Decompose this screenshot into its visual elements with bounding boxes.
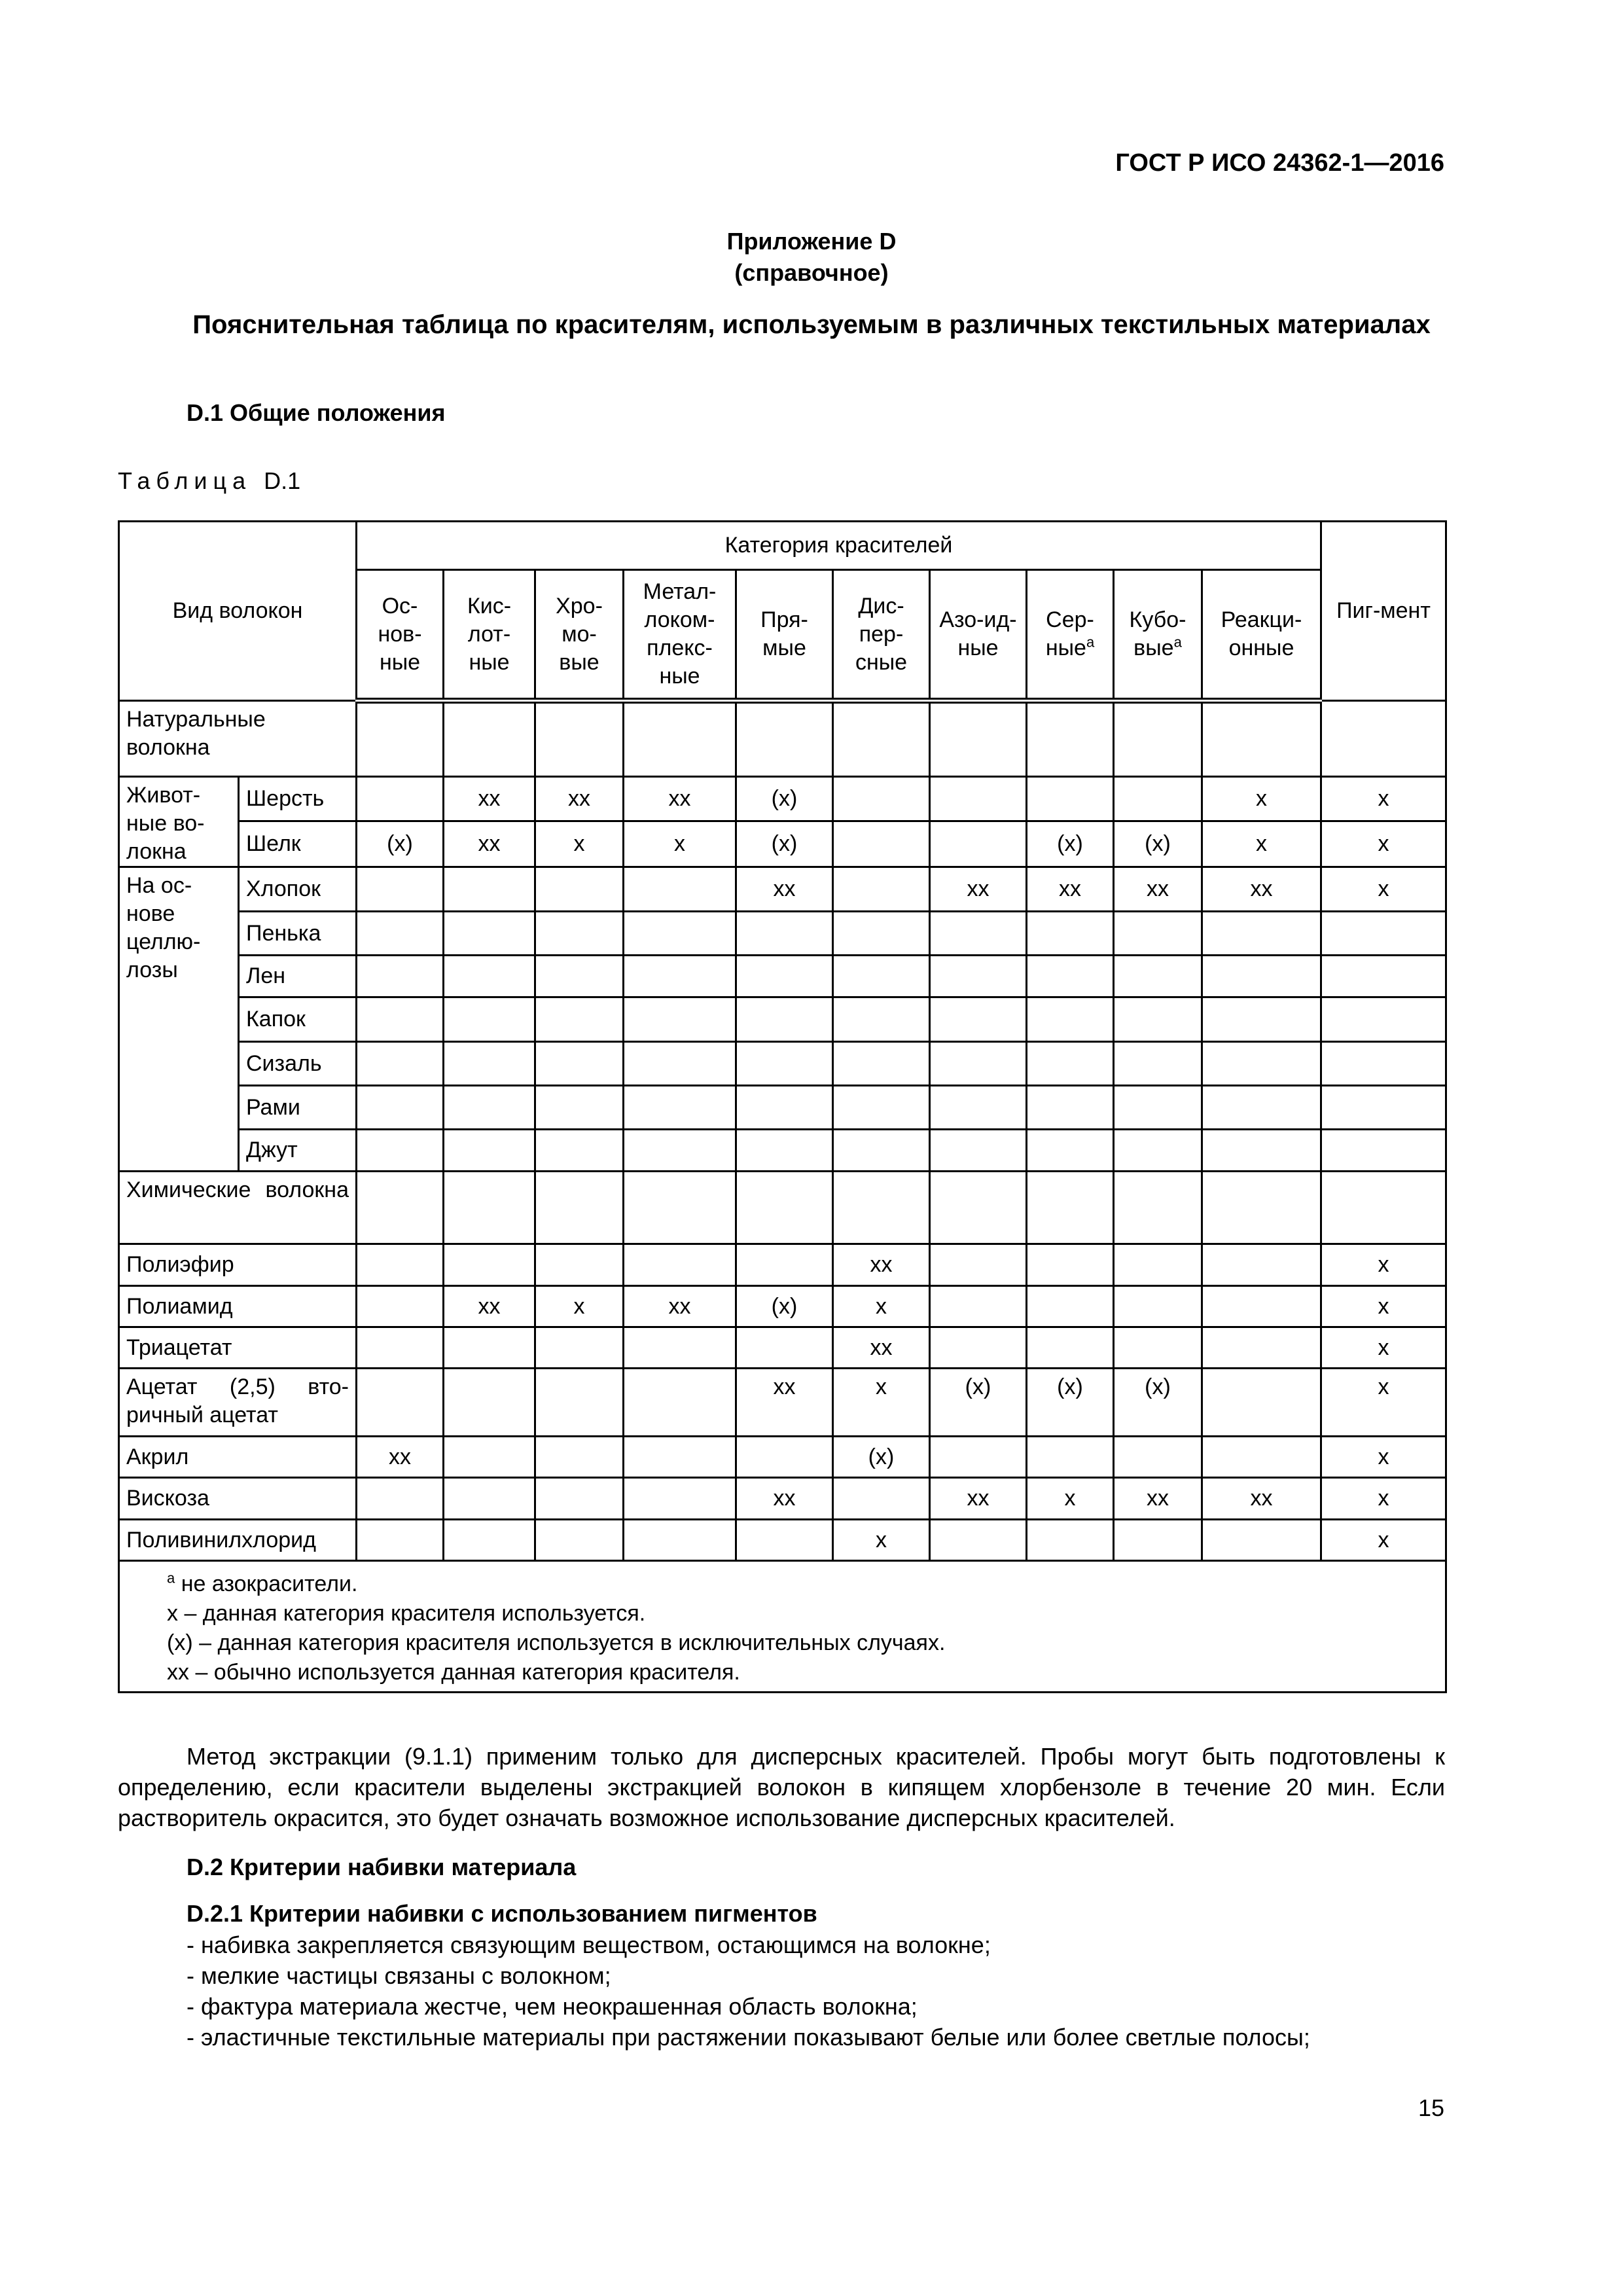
table-row: [119, 1172, 1446, 1244]
table-cell: [444, 867, 535, 912]
table-cell: [1027, 912, 1114, 956]
table-cell: [1202, 956, 1321, 997]
table-cell: [624, 1327, 736, 1369]
table-cell: [1321, 997, 1446, 1042]
table-cell: [357, 1369, 444, 1437]
table-cell: [357, 1286, 444, 1327]
table-cell: хх: [736, 1369, 833, 1437]
table-cell: [357, 1327, 444, 1369]
table-cell: [1321, 1042, 1446, 1086]
table-cell: [1114, 1086, 1202, 1130]
table-row: [119, 777, 1446, 821]
table-notes: [119, 1561, 1446, 1693]
table-cell: [1321, 912, 1446, 956]
col-acid-label: Кис-лот-ные: [467, 593, 512, 675]
table-cell: хх: [1202, 867, 1321, 912]
header-pigment-label: Пиг-мент: [1336, 598, 1431, 623]
table-cell: [1321, 1086, 1446, 1130]
table-cell: [444, 997, 535, 1042]
table-cell: [1202, 1520, 1321, 1561]
table-cell: [535, 1369, 624, 1437]
table-cell: х: [1321, 821, 1446, 867]
table-cell: [736, 1327, 833, 1369]
table-cell: [736, 956, 833, 997]
table-cell: [624, 1086, 736, 1130]
table-cell: [444, 1130, 535, 1172]
table-cell: [444, 1327, 535, 1369]
table-row: [119, 1086, 1446, 1130]
table-cell: [930, 1130, 1027, 1172]
table-cell: хх: [1027, 867, 1114, 912]
table-cell: [1202, 701, 1321, 777]
table-cell: [1114, 1327, 1202, 1369]
header-dye-category: Категория красителей: [357, 522, 1321, 570]
table-cell: [1114, 1130, 1202, 1172]
table-cell: [1202, 1086, 1321, 1130]
table-row: [119, 1369, 1446, 1437]
table-cell: х: [535, 1286, 624, 1327]
row-label-silk: Шелк: [239, 821, 357, 867]
table-cell: [1114, 1286, 1202, 1327]
table-cell: [624, 956, 736, 997]
table-cell: [1027, 701, 1114, 777]
table-cell: [535, 912, 624, 956]
table-cell: хх: [357, 1437, 444, 1478]
table-row: [119, 1244, 1446, 1286]
table-cell: [535, 867, 624, 912]
table-cell: [930, 777, 1027, 821]
table-cell: [357, 867, 444, 912]
table-cell: [833, 1478, 930, 1520]
table-cell: [833, 1172, 930, 1244]
table-cell: (х): [1114, 821, 1202, 867]
table-cell: [1202, 1042, 1321, 1086]
table-cell: х: [1321, 777, 1446, 821]
table-cell: [624, 1130, 736, 1172]
col-disperse: [833, 570, 930, 701]
col-azoic-label: Азо-ид-ные: [939, 607, 1017, 660]
table-cell: [357, 701, 444, 777]
table-cell: [930, 1437, 1027, 1478]
table-cell: [736, 1437, 833, 1478]
table-cell: [930, 997, 1027, 1042]
section-heading-d21: D.2.1 Критерии набивки с использованием пигментов: [187, 1900, 817, 1927]
table-cell: х: [1321, 1478, 1446, 1520]
table-cell: х: [535, 821, 624, 867]
table-cell: [624, 1437, 736, 1478]
table-cell: [357, 1130, 444, 1172]
table-cell: [1114, 701, 1202, 777]
table-cell: [357, 956, 444, 997]
table-cell: [930, 701, 1027, 777]
table-row: [119, 867, 1446, 912]
table-cell: [624, 1478, 736, 1520]
header-pigment: [1321, 522, 1446, 701]
table-cell: [624, 867, 736, 912]
table-cell: [1202, 1172, 1321, 1244]
table-cell: [357, 1244, 444, 1286]
table-cell: [1027, 1042, 1114, 1086]
table-cell: х: [1321, 1244, 1446, 1286]
row-label-viscose: Вискоза: [119, 1478, 357, 1520]
table-cell: [444, 956, 535, 997]
group-natural-fibers-label: Натуральные волокна: [126, 707, 266, 760]
list-item: - мелкие частицы связаны с волокном;: [187, 1962, 611, 1989]
table-row: [119, 1286, 1446, 1327]
table-cell: хх: [624, 777, 736, 821]
table-cell: [444, 1042, 535, 1086]
document-code: ГОСТ Р ИСО 24362-1—2016: [1115, 149, 1444, 177]
page-number: 15: [1418, 2094, 1444, 2121]
table-cell: [535, 1130, 624, 1172]
col-metal-complex: [624, 570, 736, 701]
table-cell: [833, 956, 930, 997]
table-cell: [357, 1042, 444, 1086]
note-a: [167, 1570, 1438, 1599]
table-cell: х: [1027, 1478, 1114, 1520]
table-cell: [736, 1130, 833, 1172]
table-cell: [444, 1369, 535, 1437]
note-a-text: не азокрасители.: [181, 1571, 358, 1596]
note-xx: хх – обычно используется данная категория красителя.: [167, 1660, 740, 1685]
table-cell: [535, 997, 624, 1042]
table-cell: (х): [357, 821, 444, 867]
table-cell: [736, 1172, 833, 1244]
table-cell: [1114, 956, 1202, 997]
footnote-mark: a: [1173, 634, 1182, 651]
table-cell: [1321, 956, 1446, 997]
table-cell: [357, 1086, 444, 1130]
table-cell: (х): [1027, 821, 1114, 867]
table-cell: [444, 1244, 535, 1286]
table-cell: [357, 912, 444, 956]
table-cell: [930, 1327, 1027, 1369]
table-cell: [1321, 1130, 1446, 1172]
table-cell: [1321, 1172, 1446, 1244]
table-cell: [535, 1042, 624, 1086]
table-cell: [535, 1327, 624, 1369]
table-cell: [535, 1437, 624, 1478]
table-cell: [624, 1520, 736, 1561]
table-cell: [1027, 997, 1114, 1042]
table-cell: х: [1202, 821, 1321, 867]
table-cell: [1202, 1327, 1321, 1369]
col-basic: [357, 570, 444, 701]
table-caption-word: Таблица: [118, 467, 252, 494]
table-cell: [1027, 1327, 1114, 1369]
table-cell: [736, 1042, 833, 1086]
table-cell: [535, 1478, 624, 1520]
table-cell: (х): [736, 777, 833, 821]
col-chrome-label: Хро-мо-вые: [556, 593, 603, 675]
table-cell: [624, 1244, 736, 1286]
table-cell: [357, 1172, 444, 1244]
col-acid: [444, 570, 535, 701]
table-cell: [444, 1086, 535, 1130]
table-notes-row: [119, 1561, 1446, 1693]
table-cell: [930, 1172, 1027, 1244]
table-cell: [357, 997, 444, 1042]
table-cell: (х): [1114, 1369, 1202, 1437]
table-cell: [1114, 1437, 1202, 1478]
table-cell: [930, 1042, 1027, 1086]
list-item: - набивка закрепляется связующим веществом, остающимся на волокне;: [187, 1931, 991, 1958]
note-x: х – данная категория красителя используется.: [167, 1601, 646, 1626]
table-cell: [833, 777, 930, 821]
table-cell: [736, 1086, 833, 1130]
table-cell: [444, 1172, 535, 1244]
annex-label: Приложение D: [726, 228, 897, 255]
table-cell: [624, 1369, 736, 1437]
document-title: Пояснительная таблица по красителям, используемым в различных текстильных материалах: [192, 310, 1431, 339]
table-cell: [833, 997, 930, 1042]
list-item: - эластичные текстильные материалы при растяжении показывают белые или более светлые полосы;: [187, 2024, 1310, 2051]
table-cell: х: [624, 821, 736, 867]
table-cell: [1027, 1172, 1114, 1244]
table-cell: [535, 1172, 624, 1244]
table-caption: [118, 467, 300, 495]
note-px: (х) – данная категория красителя используется в исключительных случаях.: [167, 1630, 946, 1655]
table-cell: хх: [444, 1286, 535, 1327]
extraction-paragraph: Метод экстракции (9.1.1) применим только для дисперсных красителей. Пробы могут быть подготовлены к определению, если красители выделены экстракцией волокон в кипящем хлорбензоле в течение 20 мин. Если растворитель окрасится, это будет означать возможное использование дисперсных красителей.: [118, 1743, 1445, 1831]
table-cell: [624, 701, 736, 777]
table-cell: х: [833, 1369, 930, 1437]
table-cell: [833, 821, 930, 867]
table-cell: [1114, 912, 1202, 956]
table-row: [119, 997, 1446, 1042]
table-cell: [930, 1086, 1027, 1130]
list-item: - фактура материала жестче, чем неокрашенная область волокна;: [187, 1993, 918, 2020]
table-row: [119, 1520, 1446, 1561]
group-cellulose-fibers: На ос-нове целлю-лозы: [119, 867, 239, 1172]
header-fiber-type: Вид волокон: [119, 522, 357, 701]
table-cell: хх: [444, 821, 535, 867]
table-cell: хх: [535, 777, 624, 821]
col-vat: [1114, 570, 1202, 701]
table-cell: [535, 1520, 624, 1561]
table-row: [119, 1327, 1446, 1369]
table-cell: [930, 1520, 1027, 1561]
table-cell: х: [1321, 1520, 1446, 1561]
table-row: [119, 1130, 1446, 1172]
table-cell: х: [1321, 1327, 1446, 1369]
table-cell: [357, 1520, 444, 1561]
table-cell: хх: [624, 1286, 736, 1327]
table-cell: (х): [1027, 1369, 1114, 1437]
table-cell: [444, 1478, 535, 1520]
col-metal-complex-label: Метал-локом-плекс-ные: [643, 579, 717, 689]
table-caption-number: D.1: [264, 467, 301, 494]
group-chemical-fibers-label: Химические волокна: [126, 1177, 349, 1202]
table-cell: [624, 1042, 736, 1086]
table-cell: [930, 1244, 1027, 1286]
table-cell: [1027, 777, 1114, 821]
table-cell: [444, 701, 535, 777]
table-row: [119, 1478, 1446, 1520]
table-cell: (х): [736, 1286, 833, 1327]
table-cell: хх: [736, 867, 833, 912]
table-cell: [1202, 997, 1321, 1042]
row-label-ramie: Рами: [239, 1086, 357, 1130]
table-cell: [1202, 1369, 1321, 1437]
row-label-triacetate: Триацетат: [119, 1327, 357, 1369]
annex-type: (справочное): [734, 259, 889, 286]
col-reactive: [1202, 570, 1321, 701]
dye-table: [118, 520, 1447, 1693]
table-cell: [1027, 1130, 1114, 1172]
table-cell: х: [1202, 777, 1321, 821]
table-cell: [535, 956, 624, 997]
table-cell: [930, 821, 1027, 867]
note-a-mark: а: [167, 1570, 175, 1587]
table-cell: [1114, 1520, 1202, 1561]
table-cell: [1027, 1520, 1114, 1561]
section-heading-d2: D.2 Критерии набивки материала: [187, 1854, 577, 1880]
table-cell: [624, 912, 736, 956]
table-cell: (х): [930, 1369, 1027, 1437]
table-cell: [833, 701, 930, 777]
col-disperse-label: Дис-пер-сные: [855, 593, 908, 675]
footnote-mark: a: [1086, 634, 1095, 651]
table-cell: хх: [930, 867, 1027, 912]
table-cell: хх: [736, 1478, 833, 1520]
table-cell: (х): [736, 821, 833, 867]
table-cell: хх: [833, 1327, 930, 1369]
table-cell: [1027, 1286, 1114, 1327]
row-label-acryl: Акрил: [119, 1437, 357, 1478]
row-label-hemp: Пенька: [239, 912, 357, 956]
col-direct-label: Пря-мые: [760, 607, 808, 660]
table-cell: хх: [1114, 867, 1202, 912]
group-chemical-fibers: [119, 1172, 357, 1244]
table-cell: х: [1321, 1437, 1446, 1478]
row-label-acetate-text: Ацетат (2,5) вто-ричный ацетат: [126, 1374, 349, 1427]
table-cell: х: [833, 1520, 930, 1561]
col-direct: [736, 570, 833, 701]
table-cell: [833, 1086, 930, 1130]
table-cell: [736, 701, 833, 777]
table-cell: [1202, 1244, 1321, 1286]
row-label-cotton: Хлопок: [239, 867, 357, 912]
row-label-pvc: Поливинилхлорид: [119, 1520, 357, 1561]
table-cell: хх: [1202, 1478, 1321, 1520]
table-cell: [1114, 1042, 1202, 1086]
table-cell: [736, 1520, 833, 1561]
table-cell: [624, 1172, 736, 1244]
row-label-polyester: Полиэфир: [119, 1244, 357, 1286]
table-cell: хх: [930, 1478, 1027, 1520]
col-reactive-label: Реакци-онные: [1221, 607, 1302, 660]
col-chrome: [535, 570, 624, 701]
table-row: [119, 956, 1446, 997]
section-heading-d1: D.1 Общие положения: [187, 399, 446, 426]
table-cell: [444, 1437, 535, 1478]
col-sulfur-label: Сер-ные: [1045, 607, 1094, 660]
table-cell: [930, 956, 1027, 997]
table-cell: [736, 912, 833, 956]
table-cell: х: [1321, 1286, 1446, 1327]
table-row: [119, 1042, 1446, 1086]
col-basic-label: Ос-нов-ные: [378, 593, 422, 675]
table-cell: хх: [833, 1244, 930, 1286]
table-cell: [930, 1286, 1027, 1327]
table-cell: хх: [444, 777, 535, 821]
table-cell: [624, 997, 736, 1042]
table-cell: [930, 912, 1027, 956]
table-row: [119, 701, 1446, 777]
table-cell: [736, 1244, 833, 1286]
row-label-jute: Джут: [239, 1130, 357, 1172]
table-cell: [1114, 777, 1202, 821]
row-label-flax: Лен: [239, 956, 357, 997]
table-cell: [833, 912, 930, 956]
table-cell: [1114, 1172, 1202, 1244]
table-cell: [1202, 1286, 1321, 1327]
table-cell: [833, 1130, 930, 1172]
table-cell: [357, 1478, 444, 1520]
group-natural-fibers: [119, 701, 357, 777]
table-cell: [833, 1042, 930, 1086]
table-cell: х: [833, 1286, 930, 1327]
table-cell: [1027, 956, 1114, 997]
row-label-polyamide: Полиамид: [119, 1286, 357, 1327]
table-cell: [1202, 1437, 1321, 1478]
table-cell: х: [1321, 867, 1446, 912]
table-cell: (х): [833, 1437, 930, 1478]
table-cell: [1027, 1244, 1114, 1286]
col-azoic: [930, 570, 1027, 701]
table-cell: [1202, 912, 1321, 956]
table-cell: хх: [1114, 1478, 1202, 1520]
row-label-sisal: Сизаль: [239, 1042, 357, 1086]
table-cell: [535, 1244, 624, 1286]
row-label-kapok: Капок: [239, 997, 357, 1042]
table-cell: [1114, 1244, 1202, 1286]
table-cell: [1114, 997, 1202, 1042]
table-cell: [736, 997, 833, 1042]
table-cell: [833, 867, 930, 912]
table-cell: [444, 1520, 535, 1561]
row-label-acetate: [119, 1369, 357, 1437]
table-cell: [1027, 1437, 1114, 1478]
group-animal-fibers: Живот-ные во-локна: [119, 777, 239, 867]
table-cell: [535, 701, 624, 777]
table-row: [119, 1437, 1446, 1478]
table-cell: [1202, 1130, 1321, 1172]
table-row: [119, 821, 1446, 867]
row-label-wool: Шерсть: [239, 777, 357, 821]
table-cell: [1027, 1086, 1114, 1130]
table-cell: х: [1321, 1369, 1446, 1437]
table-cell: [444, 912, 535, 956]
col-vat-label: Кубо-вые: [1129, 607, 1186, 660]
table-row: [119, 912, 1446, 956]
table-cell: [1321, 701, 1446, 777]
table-cell: [535, 1086, 624, 1130]
table-cell: [357, 777, 444, 821]
col-sulfur: [1027, 570, 1114, 701]
